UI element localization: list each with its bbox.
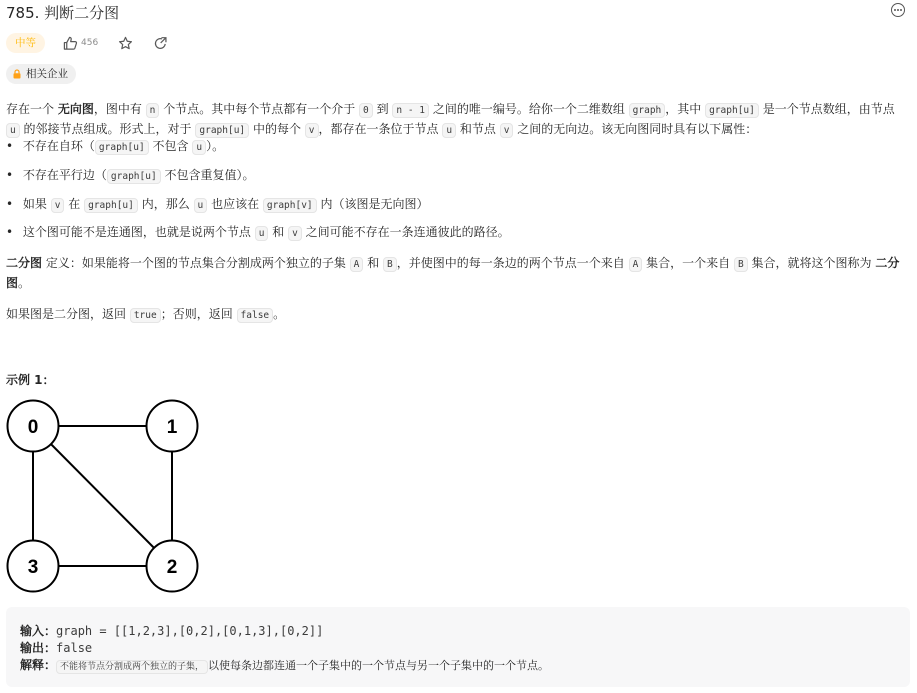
bullet-not-connected: • 这个图可能不是连通图，也就是说两个节点 u 和 v 之间可能不存在一条连通彼此的路径。 (6, 223, 510, 240)
difficulty-badge[interactable]: 中等 (6, 33, 45, 53)
share-button[interactable] (153, 36, 168, 51)
code-false: false (237, 308, 274, 323)
graph-edge (33, 426, 172, 566)
company-tag[interactable] (6, 64, 76, 84)
code-n-minus-1: n - 1 (392, 103, 429, 118)
graph-node-0 (8, 401, 59, 452)
company-tag-label: 相关企业 (26, 68, 68, 80)
svg-text:0: 0 (27, 417, 39, 438)
example-graph (5, 398, 201, 594)
code-u: u (442, 123, 456, 138)
description-paragraph-1: 存在一个 无向图，图中有 n 个节点。其中每个节点都有一个介于 0 到 n - 1 之间的唯一编号。给你一个二维数组 graph ，其中 graph[u] 是一个节点数组，由节点 u 的邻接节点组成。形式上，对于 graph[u] 中的每个 v ，都存在一条位于节点 u 和节点 v 之间的无向边。该无向图同时具有以下属性： (6, 102, 895, 136)
graph-node-1 (147, 401, 198, 452)
example-output: 输出：false (20, 641, 93, 655)
problem-title: 785. 判断二分图 (6, 4, 120, 22)
example-input: 输入：graph = [[1,2,3],[0,2],[0,1,3],[0,2]] (20, 624, 324, 638)
svg-text:1: 1 (166, 417, 178, 438)
code-graph: graph (629, 103, 666, 118)
example-explanation: 解释： 不能将节点分割成两个独立的子集， 以使每条边都连通一个子集中的一个节点与另一个子集中的一个节点。 (20, 658, 550, 672)
meta-row (6, 33, 168, 53)
code-n: n (146, 103, 160, 118)
favorite-button[interactable] (118, 36, 133, 51)
more-icon[interactable] (891, 3, 905, 17)
example-block (6, 607, 910, 687)
description-paragraph-3: 如果图是二分图，返回 true ；否则，返回 false 。 (6, 307, 286, 321)
star-icon (118, 36, 133, 51)
code-zero: 0 (359, 103, 373, 118)
bullet-undirected: • 如果 v 在 graph[u] 内，那么 u 也应该在 graph[v] 内（该图是无向图） (6, 195, 428, 212)
code-u: u (6, 123, 20, 138)
code-graph-u: graph[u] (195, 123, 249, 138)
example-title: 示例 1： (6, 373, 55, 387)
code-true: true (130, 308, 161, 323)
code-v: v (500, 123, 514, 138)
description-paragraph-2: 二分图 定义：如果能将一个图的节点集合分割成两个独立的子集 A 和 B ，并使图中的每一条边的两个节点一个来自 A 集合，一个来自 B 集合，就将这个图称为 二分 图。 (6, 256, 900, 290)
thumbs-up-icon (63, 36, 78, 51)
bullet-no-parallel-edge: • 不存在平行边（ graph[u] 不包含重复值）。 (6, 166, 255, 183)
bullet-no-self-loop: • 不存在自环（ graph[u] 不包含 u ）。 (6, 137, 224, 154)
code-v: v (305, 123, 319, 138)
graph-node-2 (147, 541, 198, 592)
code-graph-u: graph[u] (705, 103, 759, 118)
svg-text:3: 3 (27, 557, 39, 578)
graph-node-3 (8, 541, 59, 592)
share-icon (153, 36, 168, 51)
svg-text:2: 2 (166, 557, 178, 578)
lock-icon (12, 69, 22, 79)
like-button[interactable] (63, 36, 98, 51)
like-count: 456 (81, 38, 99, 48)
